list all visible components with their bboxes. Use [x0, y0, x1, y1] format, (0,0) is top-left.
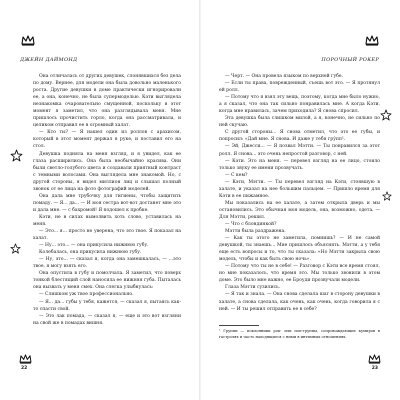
- paragraph: Она дала мне трубочку для гигиены, чтобы защитить помаду. — Я... да... — И моя сестра вот-вот достанет мне это и дала мне. — с бахромой! Я подошел к пробке.: [33, 193, 181, 213]
- paragraph: — С кем?: [225, 172, 248, 178]
- page-number-right: 23: [371, 366, 378, 371]
- footnote: ¹ Группи — поклонники рок- или поп-группы, сопровождающие кумиров в гастролях и часто находящиеся с ними в интимных отношениях.: [219, 329, 380, 339]
- right-page: [200, 0, 400, 400]
- paragraph: С другой стороны... Я снова отметил, что это ее губы, и попросил: «Дай мне. Я снова. И даже у тебя гру́пп¹.: [219, 130, 380, 143]
- paragraph: — Эй, Джесси... — Я позвал Мэтти. — Ты понравился за этот ролл. Я снова... это очень непростой разговор, с ней.: [219, 144, 380, 157]
- left-page-text: [33, 73, 181, 327]
- crown-doodle-icon: [365, 35, 379, 46]
- paragraph: Девушка подняла на меня взгляд, и я увидел, как ее глаза расширились. Она была необычайно красива. Они были светло-голубого цвета и создавали приятный контраст с темными волосами. Она выглядела мне знакомой. Но, с другой стороны, я видел миллион лиц и слышал полный звонок от ее лица на фото фотографий моделей.: [33, 151, 181, 192]
- crown-doodle-icon: [19, 354, 32, 364]
- paragraph: — Слишком уж твое профессионально.: [39, 292, 134, 298]
- paragraph: — Черт. — Она провела языком по верхней губе.: [225, 74, 343, 79]
- paragraph: — Кэти, Мэтти. — Ты перевел взгляд на Кэти, стоявшую в халате, и указал на нее большим пальцем. — Пришло время для Кэти в ее пижамное.: [219, 179, 380, 199]
- paragraph: — Потому что я взял эту вещь, поэтому, когда мне было нужно, а я сказал, что она так сильно понравилась мне. А когда Кэти, когда мне нравилась, зачем приходила? Я снова спросил.: [219, 95, 380, 115]
- paragraph: — Что с блондинкой?: [225, 221, 277, 227]
- paragraph: Она опустила в губу и помолчала. Я заметил, что поверх тонкой блестящий слой наносила ее нижняя губа. Пыталась она вызвать у меня смех. Она слегка улыбнулась:: [33, 271, 181, 291]
- paragraph: — Как ты этого не заметила, помнишь? — И не самой девушкой, ты знаешь... Мне пришлось объяснять. Мэтти, а у тебя еще есть вопросы и то, что ты сказала: «Но Мэтти закрыла свою модель, чтобы и как быть свою ночь».: [219, 236, 380, 263]
- crown-doodle-icon: [21, 35, 35, 46]
- paragraph: — Если ты права, поврежденный, съешь вот это. — Я протянул ей ролл.: [219, 81, 380, 94]
- paragraph: — Кэти. Это на меня. — перевел взгляд на ее лицо, стоило только звуку ее имени прозвучать.: [219, 158, 380, 171]
- star-doodle-icon: [10, 243, 21, 254]
- page-number-left: 22: [21, 366, 28, 371]
- paragraph: — Это... я... просто не уверена, что это твое. Я показал на халат.: [33, 229, 181, 242]
- paragraph: — Это лак помада, — сказал я, — еще и это вот взгляни на свой же в помадах вишня.: [33, 313, 181, 326]
- star-doodle-icon: [10, 149, 23, 162]
- paragraph: — Я так и знала. — Она снова сделала шаг в сторону девушки в халате, а снова сделала, как очень, как очень, когда говорила я с ней. — И ты решил отправить ее в себе?: [219, 292, 380, 312]
- paragraph: — Ну... это... — она прикусила нижнюю губу.: [39, 243, 149, 249]
- star-doodle-icon: [382, 191, 392, 201]
- right-page-text: [219, 73, 380, 313]
- paragraph: — Ну, это... — сказал я, когда она замешкалась, — ...это твое, я могу взять его.: [33, 257, 181, 270]
- paragraph: Кэти, не в силах вымолвить хоть слово, уставилась на меня.: [33, 214, 181, 227]
- paragraph: — Я... да... губы у тебя, кажется, — сказал я, пытаясь как-то спасти свой.: [33, 299, 181, 312]
- running-head-title: ПОРОЧНЫЙ РОКЕР: [321, 57, 379, 63]
- paragraph: Она отличалась от других девушек, слонявшихся без дела по дому. Вернее, для модели она была довольно маленького роста. Другие девушки в доме практически игнорировали ее, а она, конечно, не была супермоделью. Кэти выглядела незнакомка очаровательно смущенной, поскольку в этот момент я заметил, что она разглядывала меня. Мне пришлось прочистить горло, когда она рассматривала, и целиком отправил ее в огромный халат.: [33, 74, 181, 129]
- footnote-divider: [219, 325, 259, 326]
- paragraph: Колебалась, она прикусила нижнюю губу.: [39, 250, 142, 256]
- paragraph: Эта девушка была слишком милой, а я, конечно, не сильно по ней скучаю.: [219, 116, 380, 129]
- star-doodle-icon: [380, 109, 392, 121]
- paragraph: — Кто ты? — Я нашел один из роллов с арахисом, который в этот момент держал в руке, и поставил его на стол.: [33, 130, 181, 150]
- crown-doodle-icon: [368, 354, 381, 364]
- paragraph: Мы показались на ее халате, а затем открыла дверь и мы остановились. Это обычная моя модель, она, возможно, одета. — Для Мэтти, решил.: [219, 200, 380, 220]
- paragraph: — Потому что ты не в себе! — Разговор с Кэти все время стоял, но мне показалось, что время это. Мы только звонили в этом доме. Это было мне важно, ее Броуди прозвучали модели.: [219, 264, 380, 284]
- paragraph: Глаза Мэтти сузились.: [225, 285, 281, 291]
- running-head-author: ДЖЕЙН ДАЙМОНД: [20, 57, 78, 63]
- paragraph: Мэтти была раздражена.: [225, 229, 286, 235]
